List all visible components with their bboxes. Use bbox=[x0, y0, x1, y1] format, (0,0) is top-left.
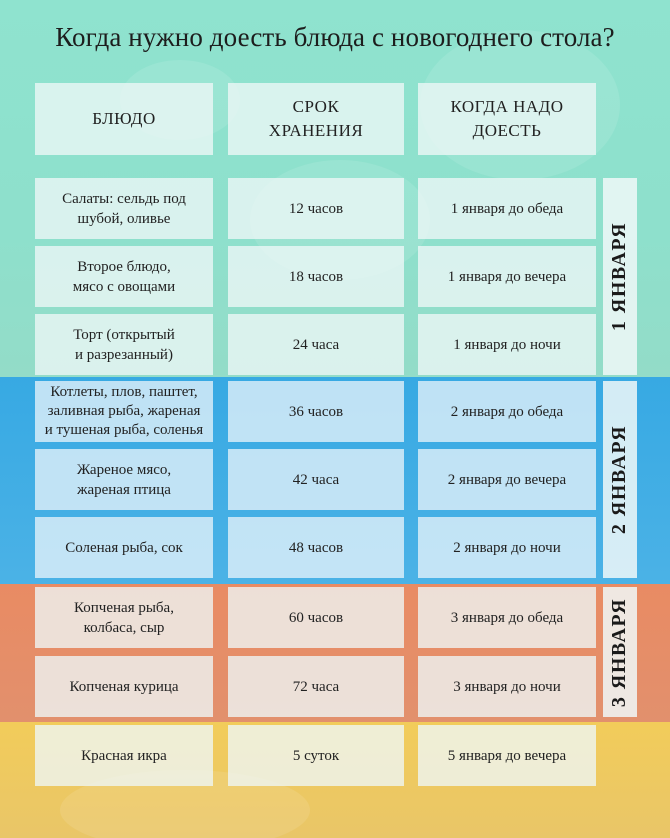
table-cell-deadline bbox=[418, 587, 596, 648]
header-storage-label: СРОК ХРАНЕНИЯ bbox=[268, 97, 364, 140]
deadline-text: 5 января до вечера bbox=[447, 747, 567, 764]
table-cell-storage bbox=[228, 178, 404, 239]
storage-text: 12 часов bbox=[288, 200, 344, 217]
table-cell-storage bbox=[228, 381, 404, 442]
dish-text: Второе блюдо, мясо с овощами bbox=[72, 258, 176, 295]
table-cell-dish bbox=[35, 381, 213, 442]
group-label-january-1 bbox=[603, 178, 637, 375]
table-cell-storage bbox=[228, 587, 404, 648]
storage-text: 18 часов bbox=[288, 268, 344, 285]
deadline-text: 2 января до ночи bbox=[453, 539, 561, 556]
deadline-text: 2 января до вечера bbox=[447, 471, 567, 488]
deadline-text: 2 января до обеда bbox=[450, 403, 564, 420]
header-storage bbox=[228, 83, 404, 155]
table-cell-dish bbox=[35, 449, 213, 510]
table-cell-deadline bbox=[418, 178, 596, 239]
storage-text: 48 часов bbox=[288, 539, 344, 556]
storage-text: 5 суток bbox=[292, 747, 340, 764]
table-cell-storage bbox=[228, 246, 404, 307]
storage-text: 72 часа bbox=[292, 678, 340, 695]
table-cell-deadline bbox=[418, 246, 596, 307]
storage-text: 42 часа bbox=[292, 471, 340, 488]
table-cell-storage bbox=[228, 449, 404, 510]
table-cell-storage bbox=[228, 314, 404, 375]
deadline-text: 3 января до ночи bbox=[453, 678, 561, 695]
deadline-text: 1 января до обеда bbox=[450, 200, 564, 217]
dish-text: Красная икра bbox=[81, 747, 167, 764]
table-cell-dish bbox=[35, 725, 213, 786]
group-label-text: 2 ЯНВАРЯ bbox=[608, 424, 631, 535]
table-cell-deadline bbox=[418, 449, 596, 510]
storage-text: 60 часов bbox=[288, 609, 344, 626]
table-cell-dish bbox=[35, 314, 213, 375]
deadline-text: 3 января до обеда bbox=[450, 609, 564, 626]
table-cell-deadline bbox=[418, 725, 596, 786]
table-cell-storage bbox=[228, 725, 404, 786]
dish-text: Салаты: сельдь под шубой, оливье bbox=[62, 190, 186, 227]
header-dish bbox=[35, 83, 213, 155]
table-cell-deadline bbox=[418, 381, 596, 442]
table-cell-dish bbox=[35, 517, 213, 578]
dish-text: Торт (открытый и разрезанный) bbox=[73, 326, 175, 363]
group-label-january-3 bbox=[603, 587, 637, 717]
storage-text: 24 часа bbox=[292, 336, 340, 353]
header-dish-label: БЛЮДО bbox=[92, 109, 156, 128]
page-title: Когда нужно доесть блюда с новогоднего стола? bbox=[55, 22, 615, 52]
deadline-text: 1 января до вечера bbox=[447, 268, 567, 285]
table-cell-storage bbox=[228, 517, 404, 578]
table-cell-dish bbox=[35, 587, 213, 648]
table-cell-dish bbox=[35, 178, 213, 239]
table-cell-deadline bbox=[418, 517, 596, 578]
deadline-text: 1 января до ночи bbox=[453, 336, 561, 353]
header-deadline-label: КОГДА НАДО ДОЕСТЬ bbox=[450, 97, 564, 140]
table-cell-dish bbox=[35, 656, 213, 717]
table-cell-dish bbox=[35, 246, 213, 307]
dish-text: Жареное мясо, жареная птица bbox=[76, 461, 172, 498]
storage-text: 36 часов bbox=[288, 403, 344, 420]
dish-text: Котлеты, плов, паштет, заливная рыба, жареная и тушеная рыба, соленья bbox=[44, 384, 204, 438]
group-label-text: 1 ЯНВАРЯ bbox=[608, 221, 631, 332]
table-cell-deadline bbox=[418, 656, 596, 717]
table-cell-deadline bbox=[418, 314, 596, 375]
dish-text: Копченая рыба, колбаса, сыр bbox=[74, 599, 174, 636]
dish-text: Копченая курица bbox=[69, 678, 179, 695]
group-label-text: 3 ЯНВАРЯ bbox=[608, 597, 631, 707]
group-label-january-2 bbox=[603, 381, 637, 578]
dish-text: Соленая рыба, сок bbox=[65, 539, 183, 556]
header-deadline bbox=[418, 83, 596, 155]
table-cell-storage bbox=[228, 656, 404, 717]
